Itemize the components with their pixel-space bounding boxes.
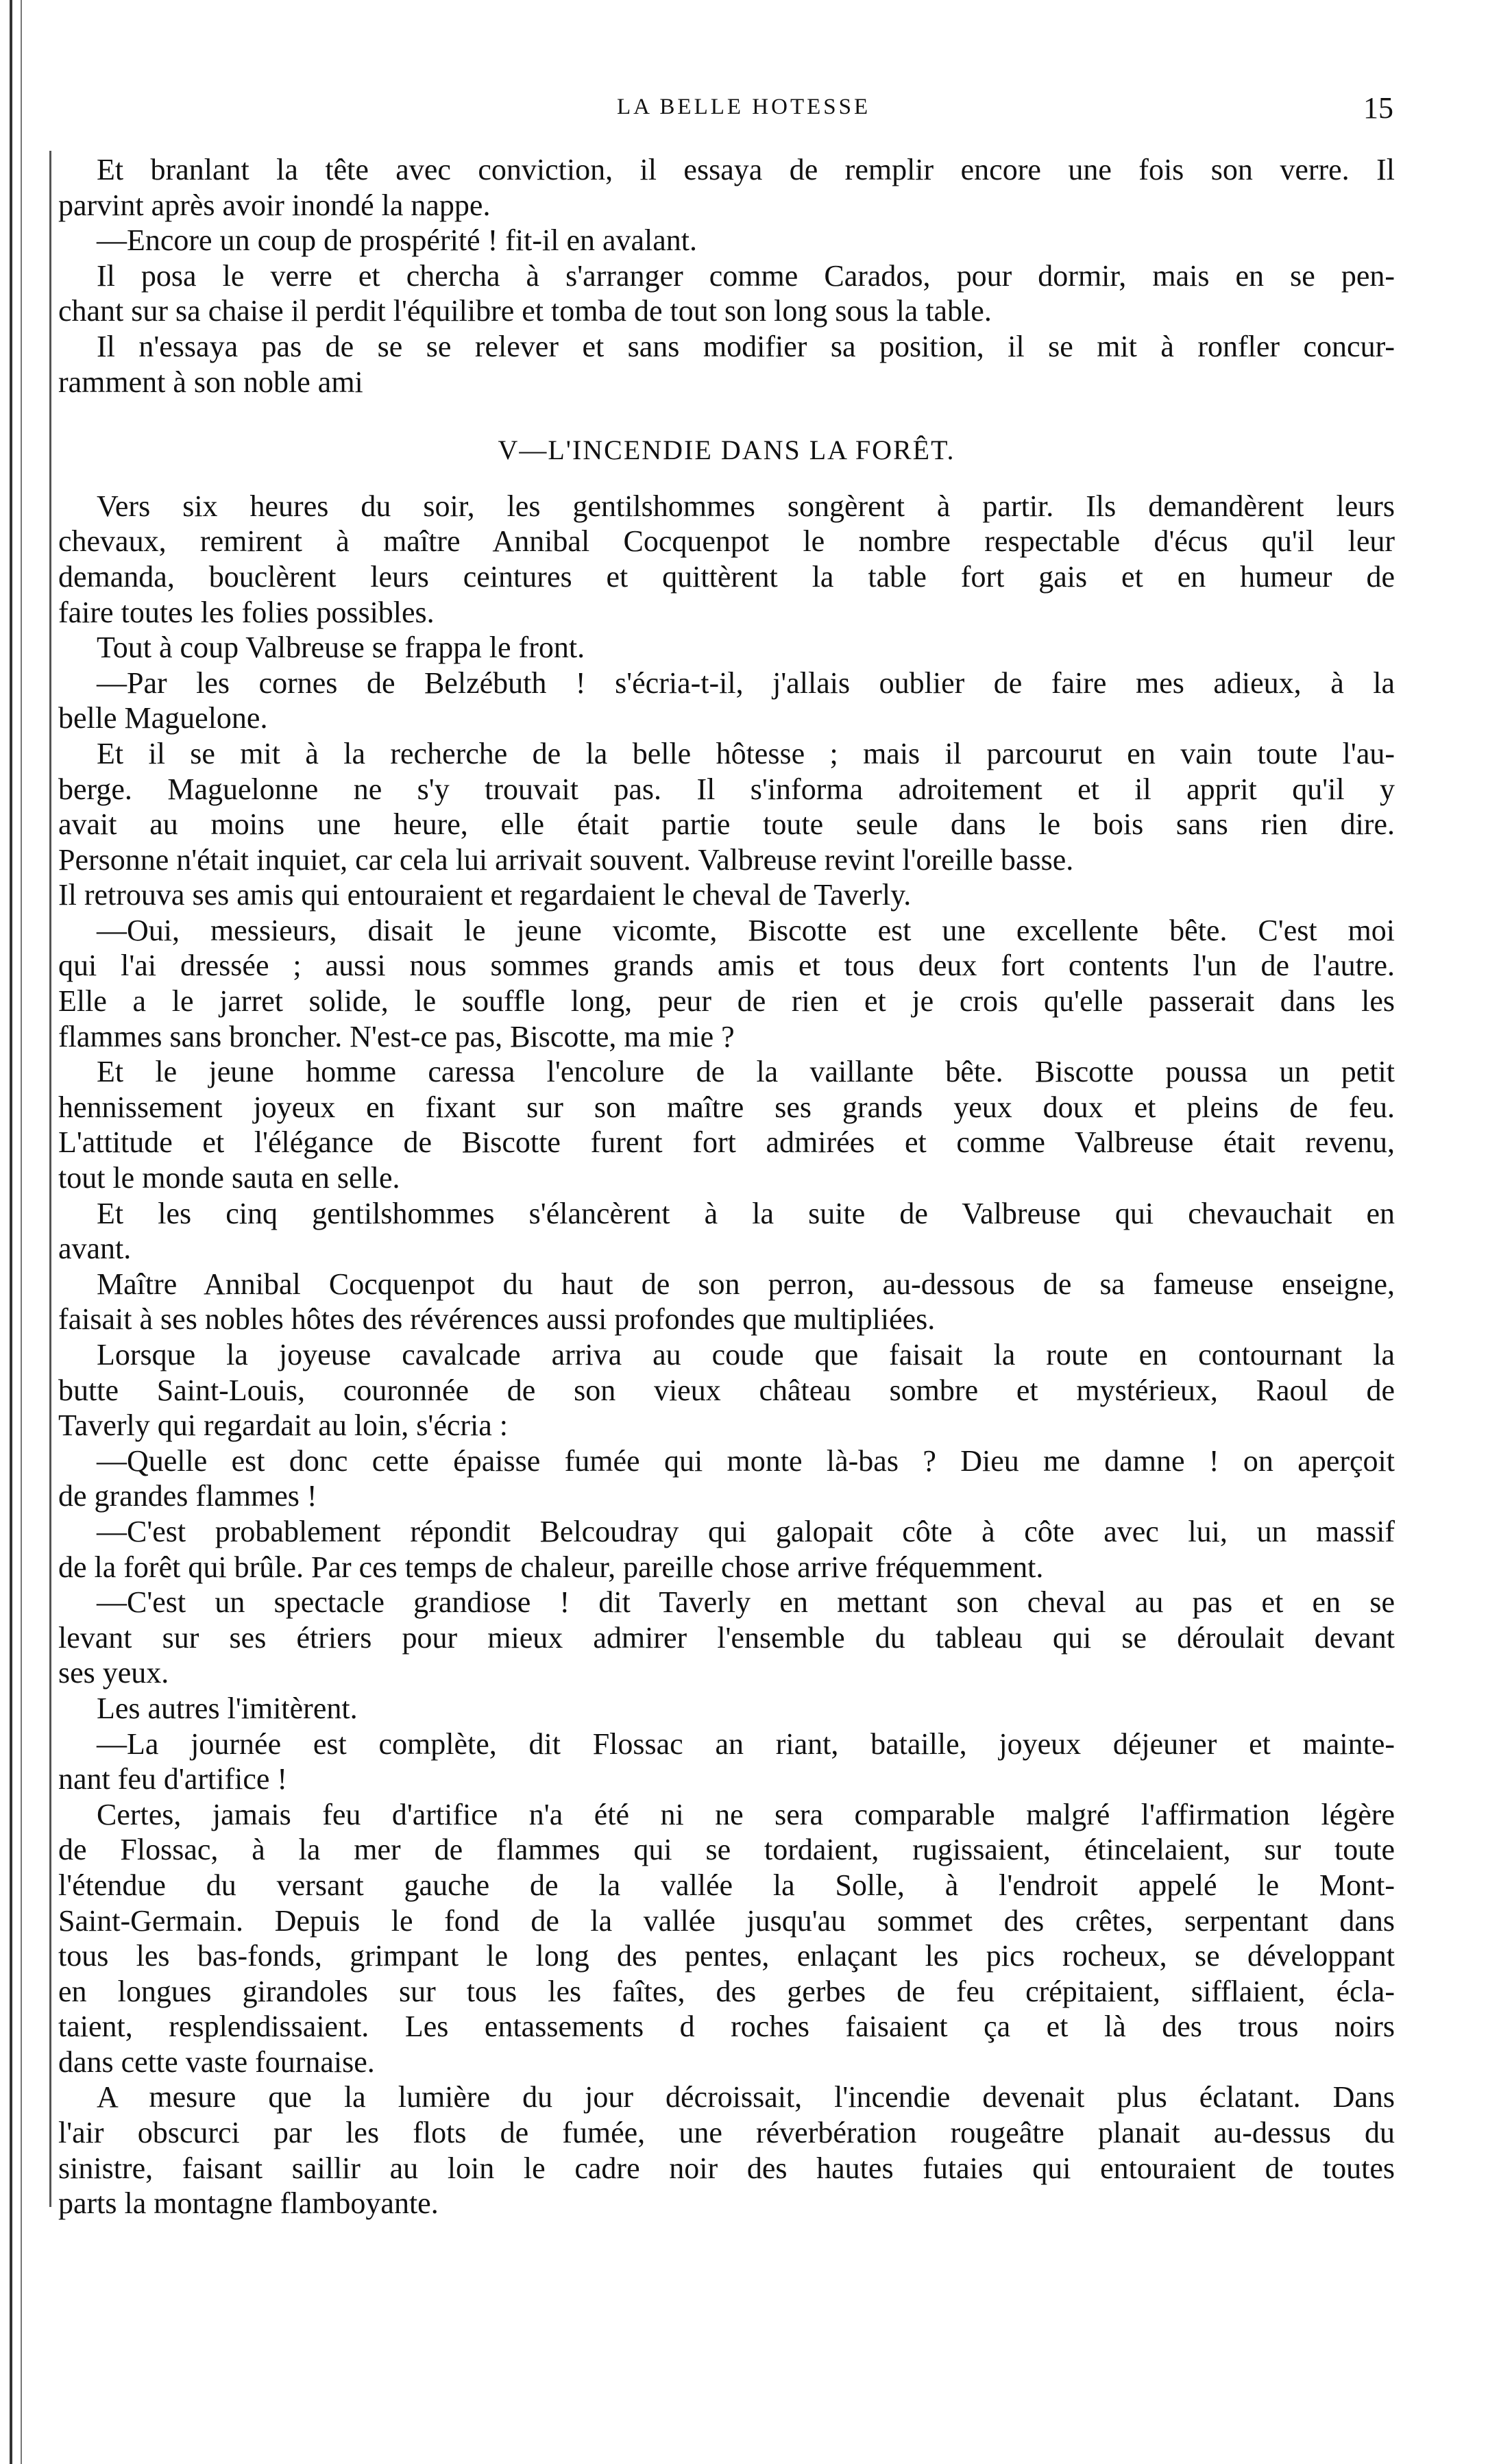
text-line: Et il se mit à la recherche de la belle hôtesse ; mais il parcourut en vain toute l'au-	[97, 736, 1395, 770]
text-line: Tout à coup Valbreuse se frappa le front.	[97, 631, 585, 665]
text-line: —Oui, messieurs, disait le jeune vicomte, Biscotte est une excellente bête. C'est moi	[97, 913, 1395, 947]
text-line: —Par les cornes de Belzébuth ! s'écria-t-il, j'allais oublier de faire mes adieux, à la	[97, 666, 1395, 700]
text-line: L'attitude et l'élégance de Biscotte furent fort admirées et comme Valbreuse était revenu,	[58, 1125, 1395, 1160]
text-line: Saint-Germain. Depuis le fond de la vallée jusqu'au sommet des crêtes, serpentant dans	[58, 1903, 1395, 1938]
margin-rule	[49, 151, 51, 2207]
text-line: ramment à son noble ami	[58, 365, 363, 399]
text-line: Il n'essaya pas de se se relever et sans modifier sa position, il se mit à ronfler concur-	[97, 329, 1395, 363]
text-line: chant sur sa chaise il perdit l'équilibre et tomba de tout son long sous la table.	[58, 294, 992, 328]
text-line: belle Maguelone.	[58, 701, 268, 735]
binding-edge-secondary	[21, 0, 22, 2464]
binding-edge	[10, 0, 12, 2464]
text-line: tout le monde sauta en selle.	[58, 1161, 400, 1195]
text-line: de la forêt qui brûle. Par ces temps de chaleur, pareille chose arrive fréquemment.	[58, 1550, 1044, 1584]
text-line: Les autres l'imitèrent.	[97, 1691, 358, 1725]
text-line: Maître Annibal Cocquenpot du haut de son perron, au-dessous de sa fameuse enseigne,	[97, 1267, 1395, 1301]
text-line: —Encore un coup de prospérité ! fit-il en avalant.	[97, 223, 698, 258]
text-line: faisait à ses nobles hôtes des révérences aussi profondes que multipliées.	[58, 1302, 936, 1337]
text-line: demanda, bouclèrent leurs ceintures et quittèrent la table fort gais et en humeur de	[58, 559, 1395, 594]
text-line: berge. Maguelonne ne s'y trouvait pas. Il s'informa adroitement et il apprit qu'il y	[58, 772, 1395, 806]
text-line: faire toutes les folies possibles.	[58, 595, 435, 629]
text-line: Et le jeune homme caressa l'encolure de la vaillante bête. Biscotte poussa un petit	[97, 1055, 1395, 1089]
text-line: de grandes flammes !	[58, 1479, 317, 1513]
text-line: hennissement joyeux en fixant sur son maître ses grands yeux doux et pleins de feu.	[58, 1090, 1395, 1124]
text-line: l'étendue du versant gauche de la vallée la Solle, à l'endroit appelé le Mont-	[58, 1868, 1395, 1902]
text-line: de Flossac, à la mer de flammes qui se tordaient, rugissaient, étincelaient, sur toute	[58, 1833, 1395, 1867]
text-line: en longues girandoles sur tous les faîtes, des gerbes de feu crépitaient, sifflaient, écla-	[58, 1974, 1395, 2008]
text-line: parts la montagne flamboyante.	[58, 2186, 439, 2221]
text-line: —C'est probablement répondit Belcoudray qui galopait côte à côte avec lui, un massif	[97, 1514, 1395, 1548]
text-line: qui l'ai dressée ; aussi nous sommes grands amis et tous deux fort contents l'un de l'autre.	[58, 949, 1395, 983]
page-number: 15	[1363, 91, 1393, 125]
text-line: A mesure que la lumière du jour décroissait, l'incendie devenait plus éclatant. Dans	[97, 2080, 1395, 2114]
text-line: Et branlant la tête avec conviction, il essaya de remplir encore une fois son verre. Il	[97, 153, 1395, 186]
text-line: Et les cinq gentilshommes s'élancèrent à la suite de Valbreuse qui chevauchait en	[97, 1196, 1395, 1230]
text-line: —Quelle est donc cette épaisse fumée qui monte là-bas ? Dieu me damne ! on aperçoit	[97, 1443, 1395, 1478]
text-line: ses yeux.	[58, 1656, 169, 1690]
text-line: Elle a le jarret solide, le souffle long, peur de rien et je crois qu'elle passerait dans les	[58, 984, 1395, 1018]
text-line: avant.	[58, 1232, 132, 1266]
text-line: taient, resplendissaient. Les entassements d roches faisaient ça et là des trous noirs	[58, 2010, 1395, 2044]
text-line: Lorsque la joyeuse cavalcade arriva au coude que faisait la route en contournant la	[97, 1338, 1395, 1371]
text-line: —C'est un spectacle grandiose ! dit Taverly en mettant son cheval au pas et en se	[97, 1585, 1395, 1620]
text-line: —La journée est complète, dit Flossac an riant, bataille, joyeux déjeuner et mainte-	[97, 1727, 1395, 1761]
text-line: Vers six heures du soir, les gentilshommes songèrent à partir. Ils demandèrent leurs	[97, 489, 1395, 523]
text-line: nant feu d'artifice !	[58, 1762, 288, 1796]
running-title: LA BELLE HOTESSE	[617, 95, 871, 119]
section-heading	[58, 432, 1395, 468]
section-heading-text: V—L'INCENDIE DANS LA FORÊT.	[498, 435, 955, 466]
text-line: butte Saint-Louis, couronnée de son vieux château sombre et mystérieux, Raoul de	[58, 1373, 1395, 1407]
text-line: tous les bas-fonds, grimpant le long des pentes, enlaçant les pics rocheux, se développant	[58, 1939, 1395, 1973]
text-line: chevaux, remirent à maître Annibal Cocquenpot le nombre respectable d'écus qu'il leur	[58, 524, 1395, 559]
text-line: parvint après avoir inondé la nappe.	[58, 188, 491, 222]
text-line: Taverly qui regardait au loin, s'écria :	[58, 1408, 509, 1443]
text-line: sinistre, faisant saillir au loin le cadre noir des hautes futaies qui entouraient de toutes	[58, 2151, 1395, 2185]
body-text	[58, 152, 1395, 2221]
text-line: dans cette vaste fournaise.	[58, 2045, 375, 2079]
text-line: flammes sans broncher. N'est-ce pas, Biscotte, ma mie ?	[58, 1019, 735, 1053]
text-line: levant sur ses étriers pour mieux admirer l'ensemble du tableau qui se déroulait devant	[58, 1620, 1395, 1655]
text-line: avait au moins une heure, elle était partie toute seule dans le bois sans rien dire.	[58, 807, 1395, 842]
text-line: Personne n'était inquiet, car cela lui arrivait souvent. Valbreuse revint l'oreille basse.	[58, 842, 1074, 877]
text-line: Il retrouva ses amis qui entouraient et regardaient le cheval de Taverly.	[58, 878, 912, 912]
text-line: Certes, jamais feu d'artifice n'a été ni ne sera comparable malgré l'affirmation légère	[97, 1797, 1395, 1831]
text-line: Il posa le verre et chercha à s'arranger comme Carados, pour dormir, mais en se pen-	[97, 258, 1395, 293]
text-line: l'air obscurci par les flots de fumée, une réverbération rougeâtre planait au-dessus du	[58, 2116, 1395, 2150]
